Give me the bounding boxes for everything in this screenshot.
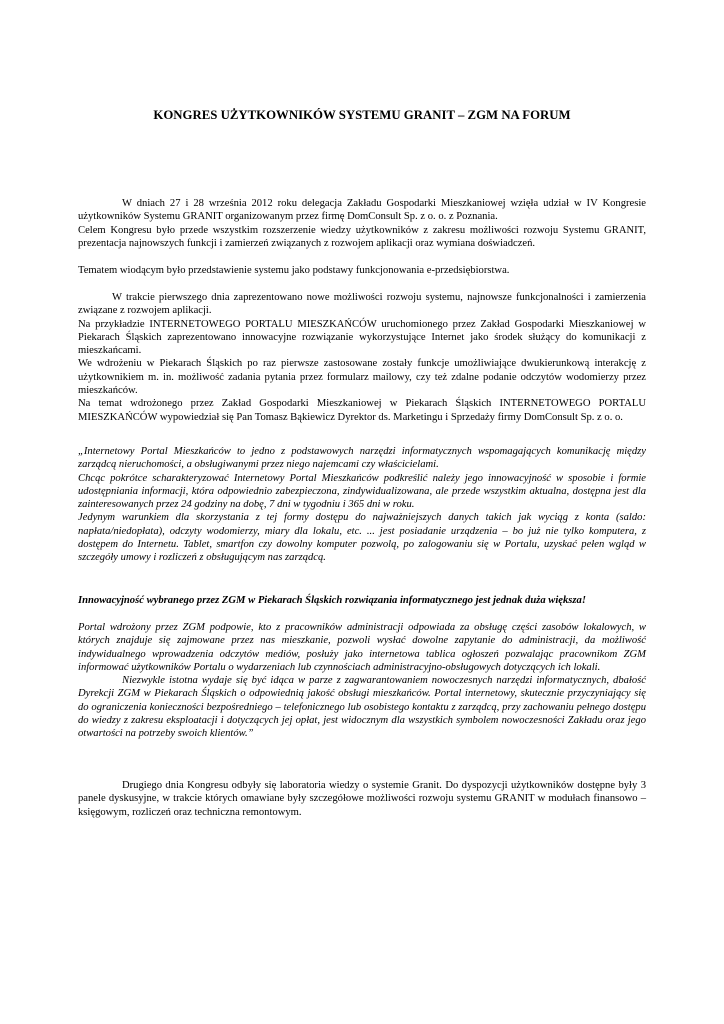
goal-paragraph: Celem Kongresu było przede wszystkim rozszerzenie wiedzy użytkowników z zakresu możliwości rozwoju Systemu GRANIT, prezentacja najnowszych funkcji i zamierzeń związanych z rozwojem aplikacji oraz wymiana doświadczeń. (78, 224, 646, 249)
portal-paragraph: Niezwykle istotna wydaje się być idąca w parze z zagwarantowaniem nowoczesnych narzędzi informatycznych, dbałość Dyrekcji ZGM w Piekarach Śląskich o odpowiednią jakość obsługi mieszkańców. Portal internetowy, skutecznie przyczyniający się do ograniczenia konieczności bezpośredniego – telefonicznego lub osobistego kontaktu z zarządcą, przy zachowaniu pełnego dostępu do wiedzy z zakresu eksploatacji i dotyczących jej opłat, jest widocznym dla wszystkich symbolem nowoczesności Zakładu oraz jego otwartości na potrzeby swoich klientów.” (78, 675, 646, 740)
quote-paragraph: Chcąc pokrótce scharakteryzować Internetowy Portal Mieszkańców podkreślić należy jego innowacyjność w sposobie i formie udostępniania informacji, która odpowiednio zabezpieczona, zindywidualizowana, ale przede wszystkim aktualna, dostępna jest dla zainteresowanych przez 24 godziny na dobę, 7 dni w tygodniu i 365 dni w roku. (78, 472, 646, 511)
implementation-paragraph: We wdrożeniu w Piekarach Śląskich po raz pierwsze zastosowane zostały funkcje umożliwiające dwukierunkową interakcję z użytkownikiem m. in. możliwość zadania pytania przez formularz mailowy, czy też zdalne podanie odczytów wodomierzy przez mieszkańców. (78, 358, 646, 397)
day-one-section (78, 291, 646, 424)
highlight-section (78, 594, 646, 607)
intro-paragraph: W dniach 27 i 28 września 2012 roku delegacja Zakładu Gospodarki Mieszkaniowej wzięła udział w IV Kongresie użytkowników Systemu GRANIT organizowanym przez firmę DomConsult Sp. z o. o. z Poznania. (78, 198, 646, 223)
portal-section (78, 621, 646, 741)
portal-example-paragraph: Na przykładzie INTERNETOWEGO PORTALU MIESZKAŃCÓW uruchomionego przez Zakład Gospodarki Mieszkaniowej w Piekarach Śląskich zaprezentowano innowacyjne rozwiązanie wykorzystujące Internet jako środek służący do komunikacji z mieszkańcami. (78, 318, 646, 357)
day-two-paragraph: Drugiego dnia Kongresu odbyły się laboratoria wiedzy o systemie Granit. Do dyspozycji użytkowników dostępne były 3 panele dyskusyjne, w trakcie których omawiane były szczegółowe możliwości rozwoju systemu GRANIT w modułach finansowo –księgowym, rozliczeń oraz techniczna remontowym. (78, 780, 646, 818)
theme-section (78, 264, 646, 277)
day-two-section (78, 779, 646, 819)
quote-paragraph: Jedynym warunkiem dla skorzystania z tej formy dostępu do najważniejszych danych takich jak wyciąg z konta (saldo: napłata/niedopłata), odczyty wodomierzy, miary dla lokalu, etc. ... jest posiadanie urządzenia – bo już nie tylko komputera, z dostępem do Internetu. Tablet, smartfon czy dowolny komputer pozwolą, po zalogowaniu się w Portalu, uzyskać pełen wgląd w szczegóły umowy i rozliczeń z obsługującym nas zarządcą. (78, 512, 646, 564)
day-one-paragraph: W trakcie pierwszego dnia zaprezentowano nowe możliwości rozwoju systemu, najnowsze funkcjonalności i zamierzenia związane z rozwojem aplikacji. (78, 292, 646, 317)
intro-section (78, 197, 646, 250)
highlight-sentence: Innowacyjność wybranego przez ZGM w Piekarach Śląskich rozwiązania informatycznego jest jednak duża większa! (78, 595, 586, 606)
theme-paragraph: Tematem wiodącym było przedstawienie systemu jako podstawy funkcjonowania e-przedsiębiorstwa. (78, 265, 510, 276)
quote-paragraph: „Internetowy Portal Mieszkańców to jedno z podstawowych narzędzi informatycznych wspomagających komunikację między zarządcą nieruchomości, a obsługiwanymi przez niego najemcami czy właścicielami. (78, 446, 646, 471)
quote-section (78, 445, 646, 565)
statement-intro-paragraph: Na temat wdrożonego przez Zakład Gospodarki Mieszkaniowej w Piekarach Śląskich INTERNETOWEGO PORTALU MIESZKAŃCÓW wypowiedział się Pan Tomasz Bąkiewicz Dyrektor ds. Marketingu i Sprzedaży firmy DomConsult Sp. z o. o. (78, 398, 646, 423)
document-title: KONGRES UŻYTKOWNIKÓW SYSTEMU GRANIT – ZGM NA FORUM (153, 108, 571, 122)
portal-paragraph: Portal wdrożony przez ZGM podpowie, kto z pracowników administracji odpowiada za obsługę części zasobów lokalowych, w których znajduje się zajmowane przez nas mieszkanie, pozwoli wysłać dowolne zapytanie do administracji, da możliwość indywidualnego wprowadzenia odczytów mediów, posłuży jako internetowa tablica ogłoszeń pozwalając pracownikom ZGM informować użytkowników Portalu o wydarzeniach lub czynnościach administracyjno-obsługowych dotyczących ich lokali. (78, 622, 646, 673)
